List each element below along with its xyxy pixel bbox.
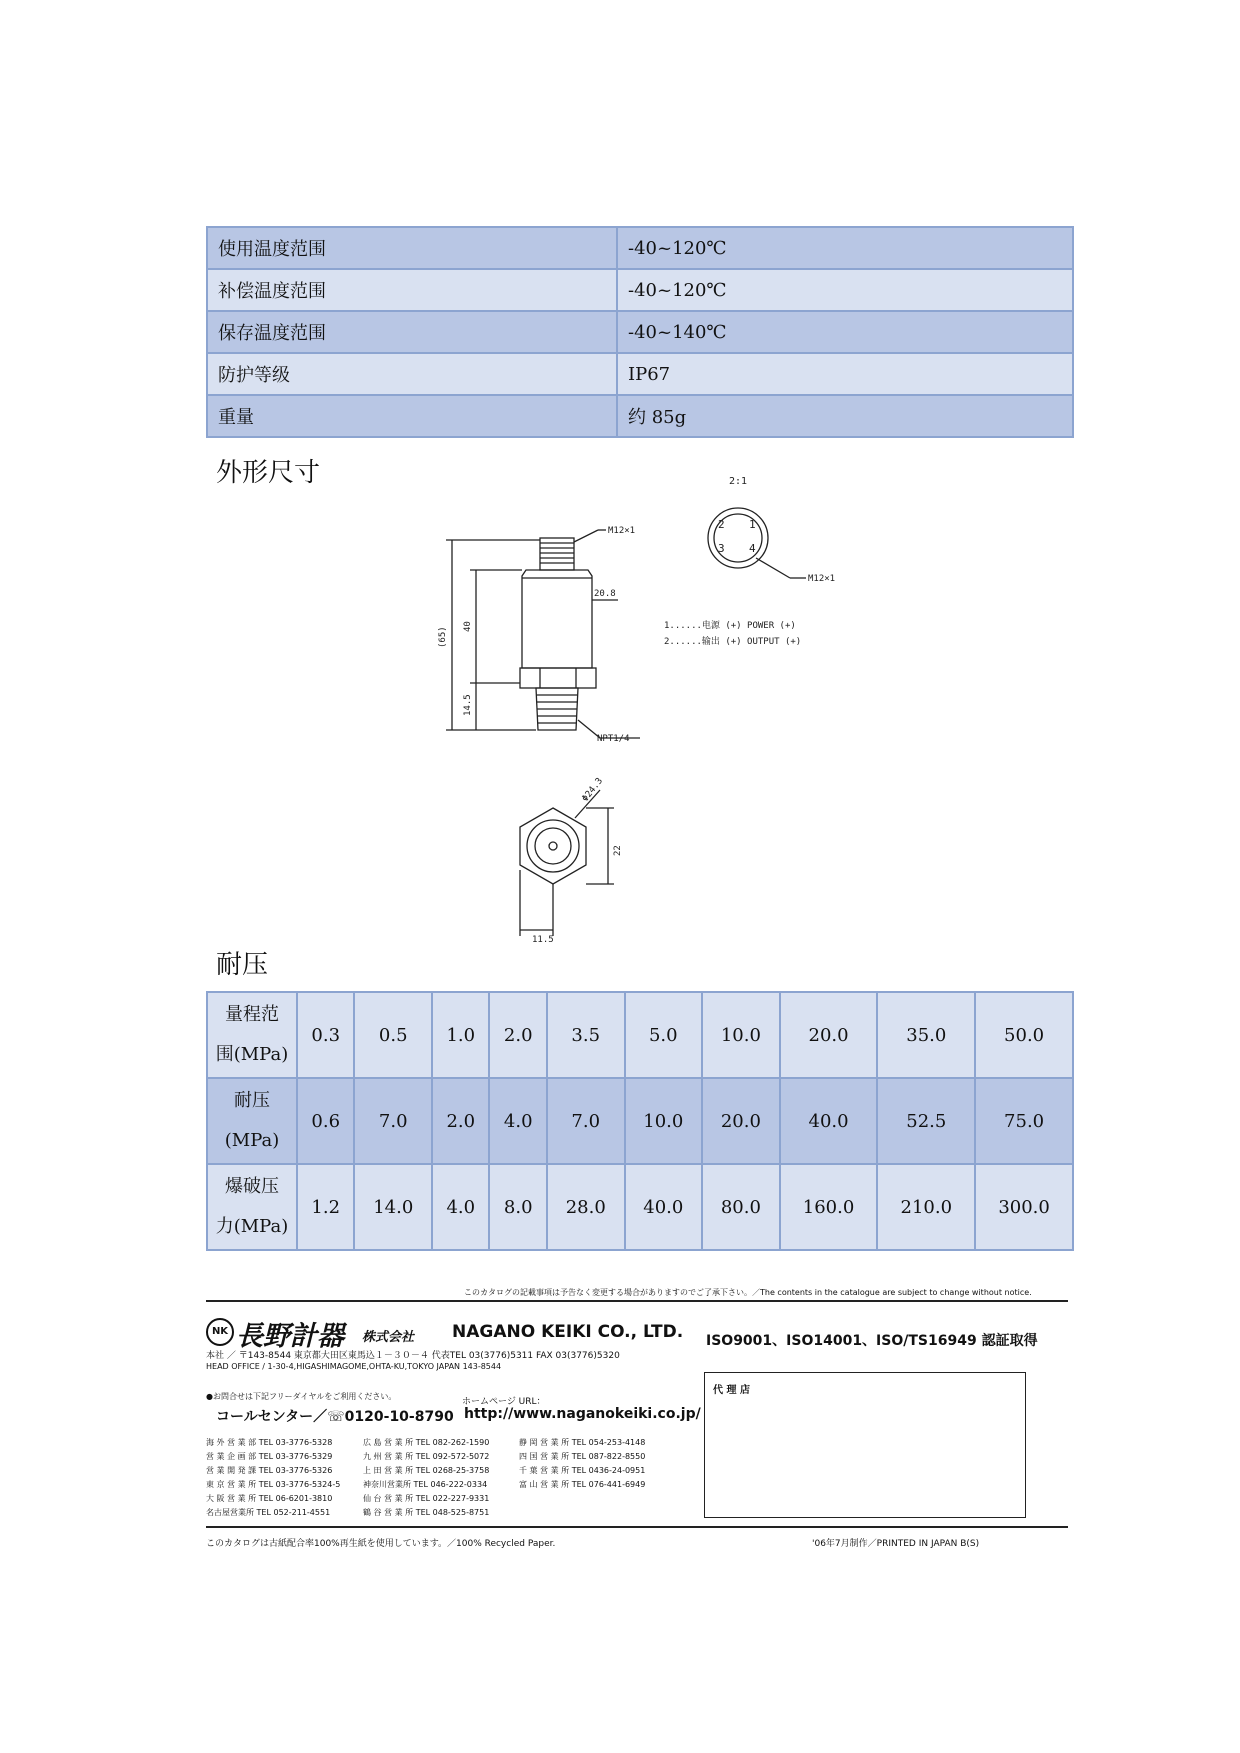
drawing-width-dim: 20.8 (594, 589, 616, 599)
drawing-thread-top: M12×1 (608, 526, 636, 536)
spec-label: 重量 (207, 395, 617, 437)
list-item: 大 阪 営 業 所 TEL 06-6201-3810 (206, 1494, 333, 1503)
table-cell: 0.3 (297, 992, 354, 1078)
list-item: 神奈川営業所 TEL 046-222-0334 (363, 1480, 488, 1489)
table-cell: 50.0 (975, 992, 1073, 1078)
drawing-thread-conn: M12×1 (808, 574, 836, 584)
branch-list (519, 1436, 645, 1492)
brand-jp: 長野計器 (236, 1321, 344, 1352)
list-item: 九 州 営 業 所 TEL 092-572-5072 (363, 1452, 490, 1461)
agent-box (704, 1372, 1026, 1518)
table-cell: 8.0 (489, 1164, 546, 1250)
inquiry-note: ●お問合せは下記フリーダイヤルをご利用ください。 (206, 1392, 397, 1401)
drawing-scale-label: 2:1 (729, 476, 748, 487)
spec-value: -40~120℃ (617, 269, 1073, 311)
call-center: コールセンター／☏0120-10-8790 (216, 1409, 454, 1425)
list-item: 四 国 営 業 所 TEL 087-822-8550 (519, 1452, 646, 1461)
list-item: 名古屋営業所 TEL 052-211-4551 (206, 1508, 331, 1517)
row-header: 耐压 (MPa) (207, 1078, 297, 1164)
printed-note: '06年7月制作／PRINTED IN JAPAN B(S) (812, 1539, 980, 1549)
pressure-title: 耐压 (216, 950, 269, 980)
catalogue-notice: このカタログの記載事項は予告なく変更する場合がありますのでご了承下さい。／The contents in the catalogue are subject to change without notice. (464, 1288, 1032, 1297)
table-cell: 7.0 (547, 1078, 625, 1164)
table-cell: 1.2 (297, 1164, 354, 1250)
list-item: 海 外 営 業 部 TEL 03-3776-5328 (206, 1438, 333, 1447)
table-cell: 10.0 (702, 992, 780, 1078)
table-cell: 20.0 (780, 992, 878, 1078)
table-cell: 5.0 (625, 992, 703, 1078)
table-cell: 0.5 (354, 992, 432, 1078)
table-cell: 2.0 (432, 1078, 489, 1164)
dimensions-title: 外形尺寸 (216, 458, 321, 488)
table-cell: 40.0 (780, 1078, 878, 1164)
row-header: 量程范 围(MPa) (207, 992, 297, 1078)
drawing-hex-height: 22 (613, 845, 623, 856)
drawing-pin-1: 1......电源 (+) POWER (+) (664, 621, 796, 631)
list-item: 鶴 谷 営 業 所 TEL 048-525-8751 (363, 1508, 490, 1517)
table-cell: 4.0 (432, 1164, 489, 1250)
logo-mark: NK (206, 1318, 234, 1346)
spec-value: 约 85g (617, 395, 1073, 437)
table-cell: 75.0 (975, 1078, 1073, 1164)
list-item: 東 京 営 業 所 TEL 03-3776-5324-5 (206, 1480, 341, 1489)
drawing-npt-label: NPT1/4 (597, 734, 630, 744)
drawing-hex-diam: Φ24.3 (580, 776, 606, 804)
pin-label: 2 (718, 518, 725, 531)
table-cell: 10.0 (625, 1078, 703, 1164)
spec-label: 使用温度范围 (207, 227, 617, 269)
footer-divider (206, 1526, 1068, 1528)
table-row (207, 992, 1073, 1078)
drawing-pin-2: 2......输出 (+) OUTPUT (+) (664, 637, 802, 647)
spec-value: -40~140℃ (617, 311, 1073, 353)
table-cell: 7.0 (354, 1078, 432, 1164)
table-cell: 28.0 (547, 1164, 625, 1250)
list-item: 仙 台 営 業 所 TEL 022-227-9331 (363, 1494, 490, 1503)
table-cell: 4.0 (489, 1078, 546, 1164)
recycled-note: このカタログは古紙配合率100%再生紙を使用しています。／100% Recycled Paper. (206, 1539, 556, 1549)
table-cell: 14.0 (354, 1164, 432, 1250)
spec-label: 保存温度范围 (207, 311, 617, 353)
list-item: 営 業 開 発 課 TEL 03-3776-5326 (206, 1466, 333, 1475)
spec-value: -40~120℃ (617, 227, 1073, 269)
spec-value: IP67 (617, 353, 1073, 395)
pin-label: 3 (718, 542, 725, 555)
drawing-total-dim: (65) (438, 626, 448, 648)
pin-label: 4 (749, 542, 756, 555)
list-item: 上 田 営 業 所 TEL 0268-25-3758 (363, 1466, 490, 1475)
table-cell: 80.0 (702, 1164, 780, 1250)
table-cell: 300.0 (975, 1164, 1073, 1250)
spec-label: 防护等级 (207, 353, 617, 395)
branch-list (363, 1436, 489, 1520)
spec-label: 补偿温度范围 (207, 269, 617, 311)
table-cell: 210.0 (877, 1164, 975, 1250)
hq-address-en: HEAD OFFICE / 1-30-4,HIGASHIMAGOME,OHTA-KU,TOKYO JAPAN 143-8544 (206, 1362, 502, 1371)
branch-list (206, 1436, 340, 1520)
table-cell: 40.0 (625, 1164, 703, 1250)
table-cell: 0.6 (297, 1078, 354, 1164)
homepage-label: ホームページ URL： (462, 1397, 546, 1407)
iso-certification: ISO9001、ISO14001、ISO/TS16949 認証取得 (706, 1333, 1038, 1349)
list-item: 千 葉 営 業 所 TEL 0436-24-0951 (519, 1466, 646, 1475)
row-header: 爆破压 力(MPa) (207, 1164, 297, 1250)
pressure-table (206, 991, 1074, 1251)
table-row (207, 1078, 1073, 1164)
table-cell: 52.5 (877, 1078, 975, 1164)
list-item: 広 島 営 業 所 TEL 082-262-1590 (363, 1438, 490, 1447)
brand-en: NAGANO KEIKI CO., LTD. (452, 1322, 684, 1342)
table-cell: 3.5 (547, 992, 625, 1078)
brand-kk: 株式会社 (362, 1330, 415, 1345)
drawing-body-dim: 40 (463, 621, 473, 632)
table-row (207, 1164, 1073, 1250)
table-cell: 160.0 (780, 1164, 878, 1250)
drawing-hex-offset: 11.5 (532, 935, 554, 945)
table-cell: 1.0 (432, 992, 489, 1078)
table-cell: 2.0 (489, 992, 546, 1078)
website-url: http://www.naganokeiki.co.jp/ (464, 1406, 701, 1422)
footer-divider (206, 1300, 1068, 1302)
pin-label: 1 (749, 518, 756, 531)
table-cell: 35.0 (877, 992, 975, 1078)
list-item: 営 業 企 画 部 TEL 03-3776-5329 (206, 1452, 333, 1461)
list-item: 静 岡 営 業 所 TEL 054-253-4148 (519, 1438, 646, 1447)
list-item: 富 山 営 業 所 TEL 076-441-6949 (519, 1480, 646, 1489)
drawing-lower-dim: 14.5 (463, 694, 473, 716)
agent-label: 代 理 店 (713, 1385, 750, 1396)
hq-address-jp: 本社 ／ 〒143-8544 東京都大田区東馬込１－３０－４ 代表TEL 03(3776)5311 FAX 03(3776)5320 (206, 1351, 620, 1361)
table-cell: 20.0 (702, 1078, 780, 1164)
